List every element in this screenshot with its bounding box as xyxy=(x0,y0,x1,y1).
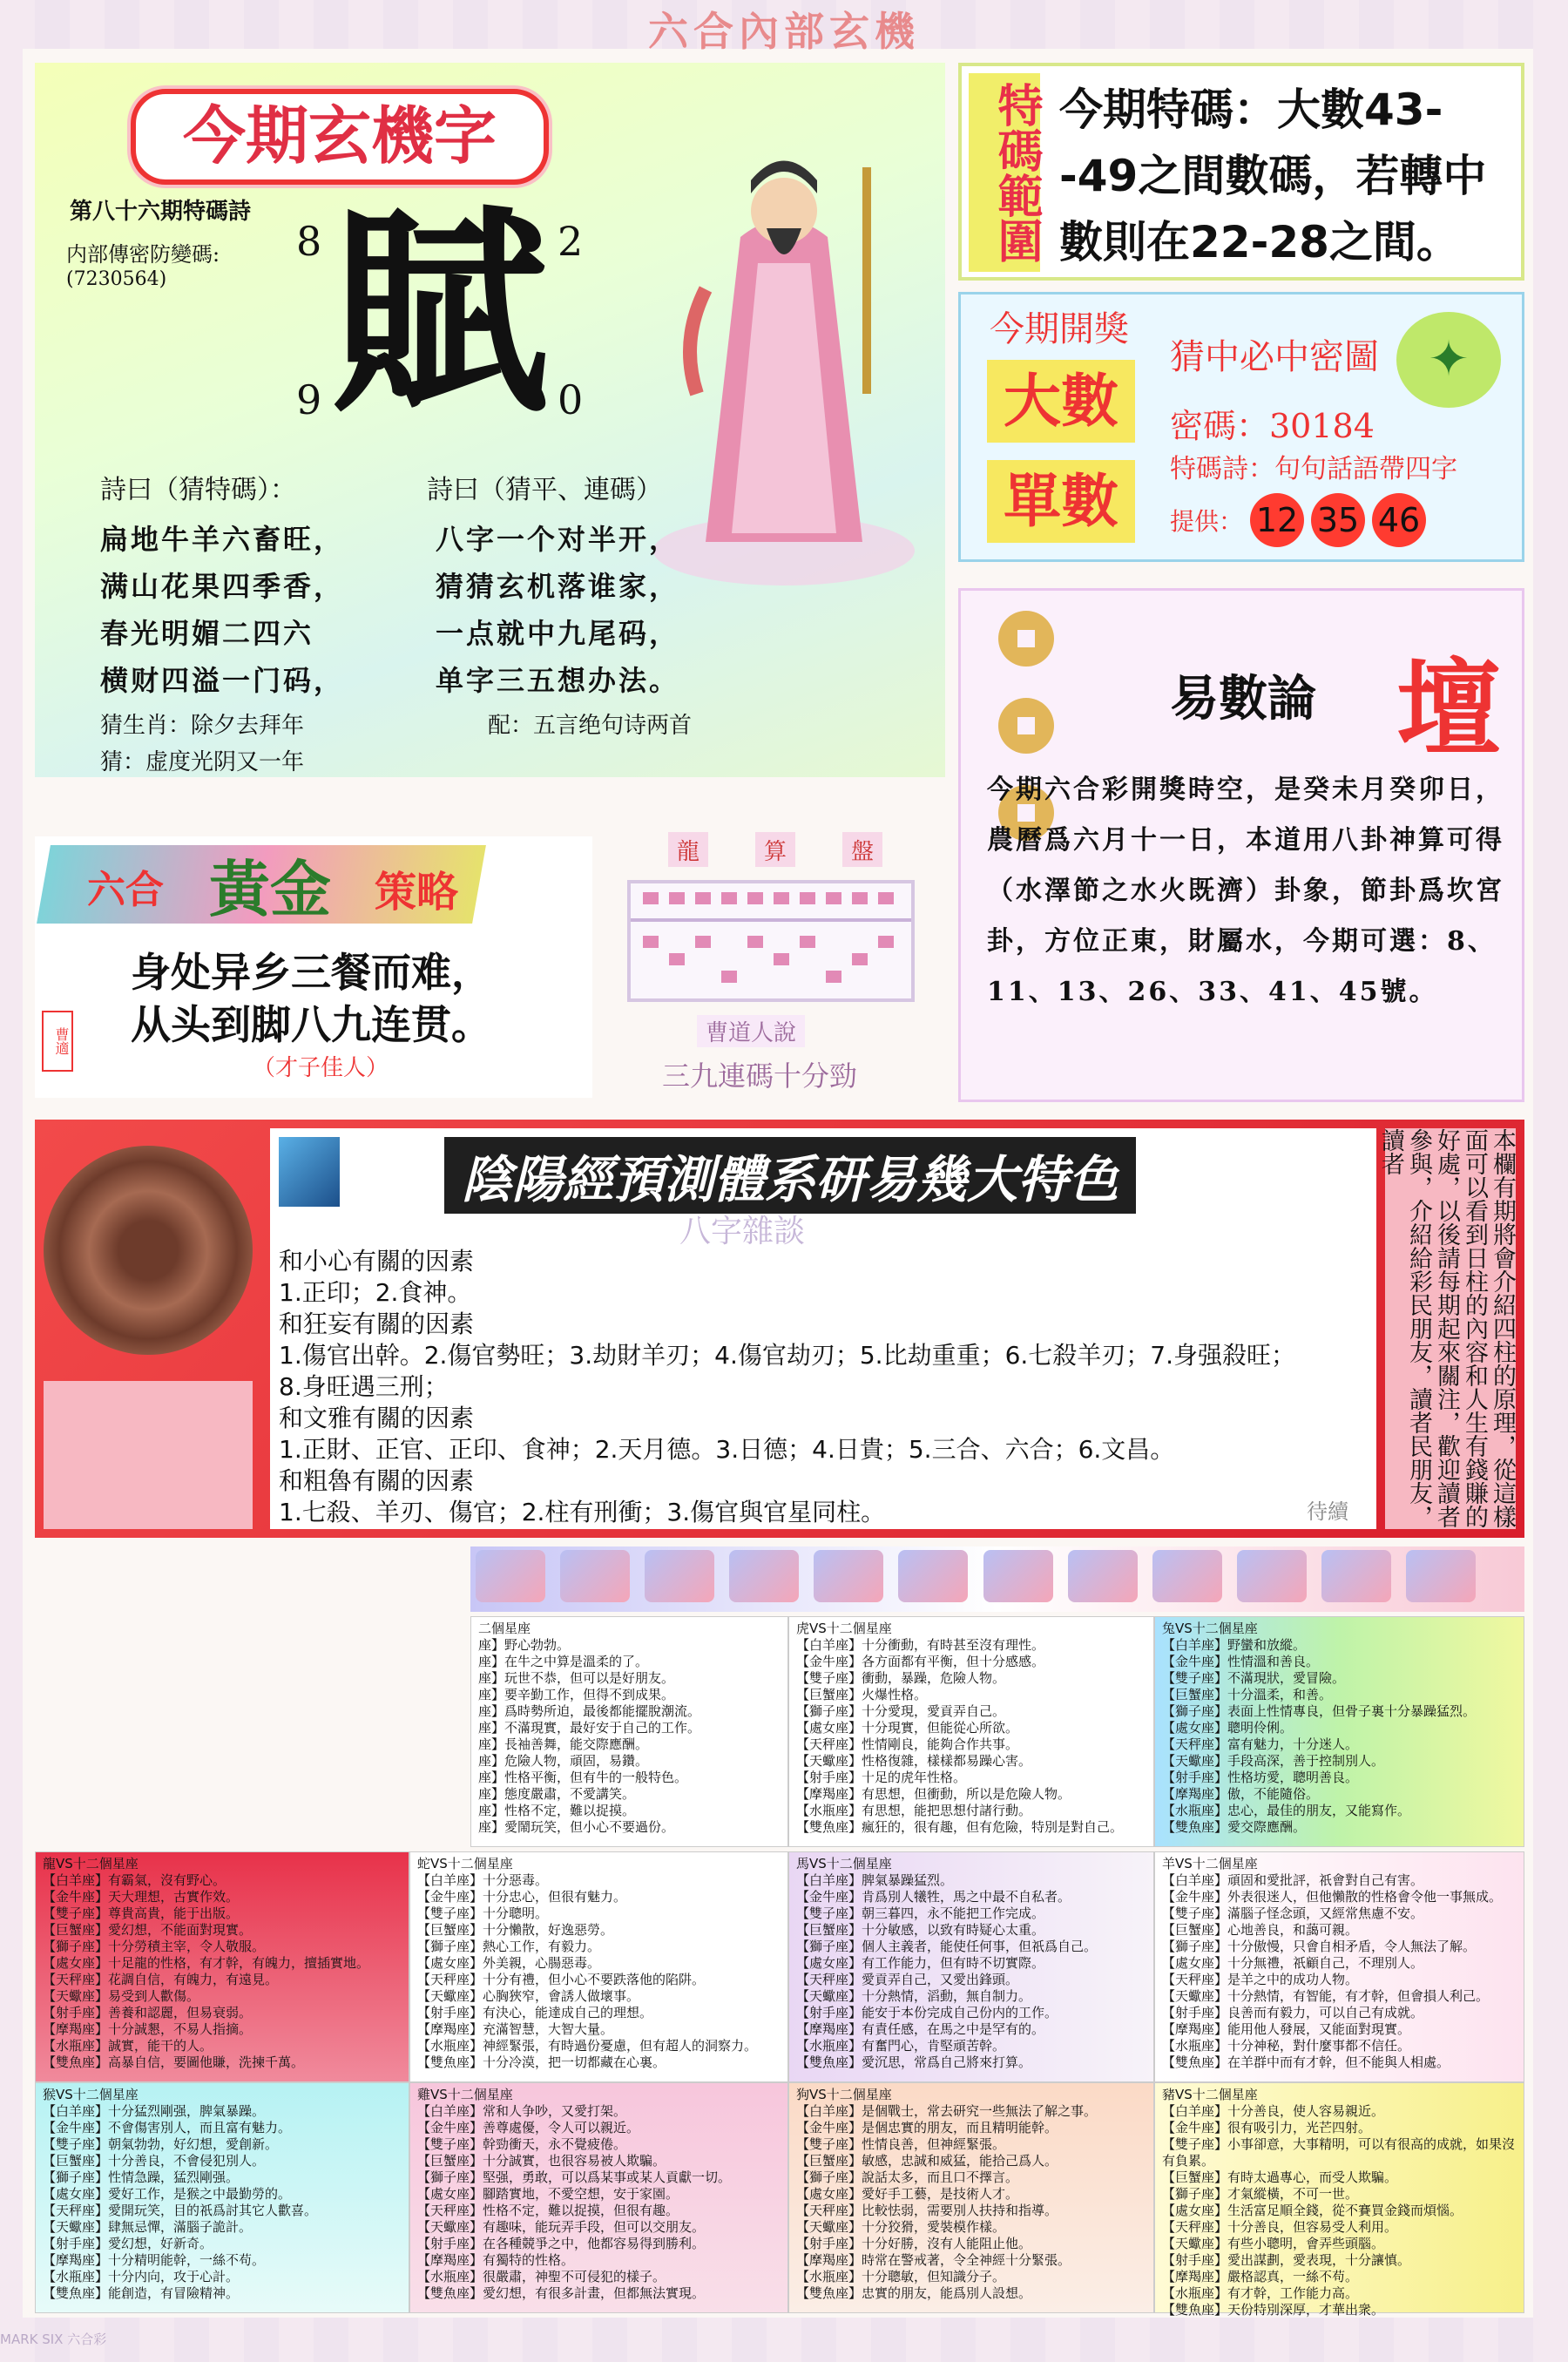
forum-title: 易數論 xyxy=(1170,670,1316,728)
yinyang-left-text xyxy=(44,1381,253,1529)
zodiac-line: 【射手座】十足的虎年性格。 xyxy=(796,1770,967,1785)
zodiac-line: 【獅子座】堅强，勇敢，可以爲某事或某人貢獻一切。 xyxy=(417,2169,732,2185)
corner-num-bl: 9 xyxy=(296,376,322,423)
zodiac-line: 【水瓶座】十分神秘，對什麼事都不信任。 xyxy=(1162,2038,1411,2054)
yinyang-line: 和粗魯有關的因素 xyxy=(279,1466,475,1495)
zodiac-line: 【雙魚座】瘋狂的，很有趣，但有危險，特別是對自己。 xyxy=(796,1819,1124,1835)
zodiac-line: 【水瓶座】很嚴肅，神聖不可侵犯的樣子。 xyxy=(417,2269,666,2284)
zodiac-cell-dragon xyxy=(35,1851,409,2082)
prize-logo: ✦ xyxy=(1396,312,1501,408)
zodiac-line: 【處女座】十分現實，但能從心所欲。 xyxy=(796,1720,1019,1736)
yinyang-line: 1.七殺、羊刃、傷官；2.柱有刑衝；3.傷官與官星同柱。 xyxy=(279,1498,886,1526)
zodiac-cell-title: 龍VS十二個星座 xyxy=(43,1856,139,1871)
gold-sub: （才子佳人） xyxy=(253,1055,389,1081)
number-ball: 12 xyxy=(1250,493,1304,547)
zodiac-line: 【摩羯座】嚴格認真，一絲不苟。 xyxy=(1162,2269,1359,2284)
yinyang-body xyxy=(279,1246,1368,1528)
zodiac-cell-ox xyxy=(470,1616,788,1847)
zodiac-line: 【雙子座】滿腦子怪念頭，又經常焦慮不安。 xyxy=(1162,1905,1424,1921)
zodiac-icon xyxy=(898,1550,968,1602)
gold-line-2: 从头到脚八九连贯。 xyxy=(131,1001,491,1048)
zodiac-line: 【白羊座】常和人争吵，又愛打架。 xyxy=(417,2103,627,2119)
zodiac-line: 【處女座】腳踏實地，不愛空想，安于家園。 xyxy=(417,2186,679,2202)
yinyang-footer: 待續 xyxy=(1307,1499,1348,1524)
poem-right-line: 猜猜玄机落谁家， xyxy=(436,570,680,603)
zodiac-line: 【雙子座】朝三暮四，永不能把工作完成。 xyxy=(796,1905,1045,1921)
right-watermark-strip xyxy=(1533,35,1568,2318)
issue-label: 第八十六期特碼詩 xyxy=(70,199,252,225)
zodiac-line: 【獅子座】說話太多，而且口不擇言。 xyxy=(796,2169,1019,2185)
zodiac-line: 【雙魚座】能創造，有冒險精神。 xyxy=(43,2285,240,2301)
zodiac-cell-title: 豬VS十二個星座 xyxy=(1162,2087,1258,2102)
zodiac-line: 座】長袖善舞，能交際應酬。 xyxy=(478,1736,649,1752)
zodiac-line: 【獅子座】才氣縱橫，不可一世。 xyxy=(1162,2186,1359,2202)
guess-zodiac: 猜生肖：除夕去拜年 xyxy=(100,713,305,739)
poem-heading-2: 詩曰（猜平、連碼） xyxy=(427,475,662,505)
zodiac-icon xyxy=(1406,1550,1476,1602)
poem-left xyxy=(100,516,344,704)
zodiac-line: 【巨蟹座】愛幻想，不能面對現實。 xyxy=(43,1922,253,1938)
left-watermark-strip xyxy=(0,35,23,2318)
zodiac-line: 【水瓶座】十分聰敏，但知識分子。 xyxy=(796,2269,1006,2284)
top-title: 六合內部玄機 xyxy=(648,8,920,55)
zodiac-line: 【射手座】性格坊愛，聰明善良。 xyxy=(1162,1770,1359,1785)
abacus-frame xyxy=(627,880,915,1002)
gold-title-c: 策略 xyxy=(375,868,459,917)
zodiac-line: 座】性格不定，難以捉摸。 xyxy=(478,1803,636,1818)
zodiac-cell-title: 羊VS十二個星座 xyxy=(1162,1856,1258,1871)
zodiac-cell-monkey xyxy=(35,2082,409,2313)
zodiac-icon xyxy=(1237,1550,1307,1602)
poem-right-line: 一点就中九尾码， xyxy=(436,617,680,650)
zodiac-icon xyxy=(476,1550,545,1602)
left-main-panel xyxy=(35,63,945,777)
zodiac-line: 【射手座】在各種競爭之中，他都容易得到勝利。 xyxy=(417,2236,706,2251)
zodiac-line: 【天蠍座】性格復雜，樣樣都易躁心害。 xyxy=(796,1753,1032,1769)
zodiac-line: 座】爲時勢所迫，最後都能擺脫潮流。 xyxy=(478,1703,701,1719)
prize-label: 今期開獎 xyxy=(990,309,1129,349)
zodiac-line: 【獅子座】十分愛現，愛貢弄自己。 xyxy=(796,1703,1006,1719)
zodiac-icon xyxy=(1068,1550,1138,1602)
zodiac-cell-snake xyxy=(409,1851,788,2082)
zodiac-line: 【金牛座】天大理想，古實作效。 xyxy=(43,1889,240,1905)
zodiac-line: 【天蠍座】肆無忌憚，滿腦子詭計。 xyxy=(43,2219,253,2235)
deity-figure xyxy=(645,132,923,585)
zodiac-line: 【天秤座】十分善良，但容易受人利用。 xyxy=(1162,2219,1398,2235)
zodiac-line: 【摩羯座】傲，不能隨俗。 xyxy=(1162,1786,1320,1802)
gold-title-b: 黃金 xyxy=(209,853,331,925)
zodiac-line: 【雙魚座】高暴自信，要圖他賺，洗揀千萬。 xyxy=(43,2054,305,2070)
zodiac-line: 【天蠍座】十分熱情，滔動，無自制力。 xyxy=(796,1988,1032,2004)
zodiac-line: 【雙魚座】愛沉思，常爲自己將來打算。 xyxy=(796,2054,1032,2070)
yinyang-line: 1.正印；2.食神。 xyxy=(279,1278,472,1307)
zodiac-line: 【金牛座】外表很迷人，但他懶散的性格會令他一事無成。 xyxy=(1162,1889,1503,1905)
prize-parity: 單數 xyxy=(987,460,1135,543)
prize-code: 密碼：30184 xyxy=(1170,407,1375,445)
zodiac-line: 【白羊座】十分衝動，有時甚至沒有理性。 xyxy=(796,1637,1045,1653)
zodiac-line: 【天蠍座】有趣味，能玩弄手段，但可以交朋友。 xyxy=(417,2219,706,2235)
poem-note: 配：五言绝句诗两首 xyxy=(488,713,693,739)
prize-big: 大數 xyxy=(987,360,1135,443)
zodiac-line: 【巨蟹座】敏感，忠誠和威猛，能拾己爲人。 xyxy=(796,2153,1058,2169)
zodiac-line: 座】要辛勤工作，但得不到成果。 xyxy=(478,1687,675,1702)
zodiac-line: 【金牛座】是個忠實的朋友，而且精明能幹。 xyxy=(796,2120,1058,2135)
zodiac-line: 【射手座】良善而有毅力，可以自己有成就。 xyxy=(1162,2005,1424,2020)
zodiac-line: 【獅子座】表面上性情專良，但骨子裏十分暴躁猛烈。 xyxy=(1162,1703,1477,1719)
zodiac-icon xyxy=(983,1550,1053,1602)
yinyang-line: 8.身旺遇三刑； xyxy=(279,1372,449,1401)
zodiac-line: 【天秤座】性情剛良，能夠合作共事。 xyxy=(796,1736,1019,1752)
zodiac-line: 【白羊座】野蠻和放縱。 xyxy=(1162,1637,1307,1653)
zodiac-line: 【天秤座】愛貢弄自己，又愛出鋒頭。 xyxy=(796,1972,1019,1987)
code-value: (7230564) xyxy=(66,268,167,290)
zodiac-cell-title: 虎VS十二個星座 xyxy=(796,1621,892,1636)
big-character: 賦 xyxy=(331,188,549,442)
poem-left-line: 满山花果四季香， xyxy=(100,570,345,603)
code-label: 内部傳密防變碼: xyxy=(66,242,220,267)
prize-poem: 特碼詩：句句話語帶四字 xyxy=(1170,454,1457,484)
zodiac-line: 【巨蟹座】十分善良，不會侵犯別人。 xyxy=(43,2153,266,2169)
forum-box xyxy=(958,588,1524,1102)
yinyang-line: 1.正財、正官、正印、食神；2.天月德。3.日德；4.日貴；5.三合、六合；6.文昌。 xyxy=(279,1435,1175,1464)
corner-num-br: 0 xyxy=(558,376,584,423)
special-range-text: 今期特碼：大數43--49之間數碼，若轉中數則在22-28之間。 xyxy=(1059,85,1487,267)
zodiac-line: 【白羊座】是個戰士，常去研究一些無法了解之事。 xyxy=(796,2103,1098,2119)
zodiac-line: 【處女座】聰明伶俐。 xyxy=(1162,1720,1294,1736)
yinyang-line: 和小心有關的因素 xyxy=(279,1247,475,1276)
guess-line: 猜：虚度光阴又一年 xyxy=(100,749,305,775)
zodiac-line: 【金牛座】不會傷害別人，而且富有魅力。 xyxy=(43,2120,292,2135)
zodiac-line: 座】危險人物，頑固，易鑽。 xyxy=(478,1753,649,1769)
corner-num-tl: 8 xyxy=(296,218,322,265)
yinyang-title: 陰陽經預測體系研易幾大特色 xyxy=(444,1137,1136,1214)
yinyang-section xyxy=(35,1120,1524,1538)
yinyang-line: 1.傷官出幹。2.傷官勢旺；3.劫財羊刃；4.傷官劫刃；5.比劫重重；6.七殺羊刃；7.身强殺旺； xyxy=(279,1341,1296,1370)
zodiac-line: 【白羊座】十分猛烈剛强，脾氣暴躁。 xyxy=(43,2103,266,2119)
zodiac-line: 【巨蟹座】十分誠實，也很容易被人欺騙。 xyxy=(417,2153,666,2169)
number-ball: 35 xyxy=(1311,493,1365,547)
zodiac-line: 座】玩世不恭，但可以是好朋友。 xyxy=(478,1670,675,1686)
chart-title: 猜中必中密圖 xyxy=(1170,337,1379,377)
zodiac-line: 【巨蟹座】十分敏感，以致有時疑心太重。 xyxy=(796,1922,1045,1938)
zodiac-line: 【天秤座】性格不定，難以捉摸，但很有趣。 xyxy=(417,2203,679,2218)
zodiac-line: 【摩羯座】時常在警戒著，令全神經十分緊張。 xyxy=(796,2252,1071,2268)
zodiac-line: 【白羊座】十分惡毒。 xyxy=(417,1872,549,1888)
zodiac-line: 【摩羯座】有思想，但衝動，所以是危險人物。 xyxy=(796,1786,1071,1802)
zodiac-icon xyxy=(645,1550,714,1602)
zodiac-line: 【獅子座】熱心工作，有毅力。 xyxy=(417,1939,601,1954)
poem-right-line: 八字一个对半开， xyxy=(436,523,680,556)
zodiac-line: 【雙子座】尊貴高貴，能于出版。 xyxy=(43,1905,240,1921)
zodiac-line: 【水瓶座】神經緊張，有時過份憂慮，但有超人的洞察力。 xyxy=(417,2038,758,2054)
zodiac-line: 【獅子座】十分勞積主宰，令人敬服。 xyxy=(43,1939,266,1954)
corner-num-tr: 2 xyxy=(558,218,584,265)
zodiac-line: 【摩羯座】充滿智慧，大智大量。 xyxy=(417,2021,614,2037)
zodiac-cell-tiger xyxy=(788,1616,1154,1847)
zodiac-line: 【水瓶座】有思想，能把思想付諸行動。 xyxy=(796,1803,1032,1818)
number-ball: 46 xyxy=(1372,493,1426,547)
zodiac-line: 【雙魚座】忠實的朋友，能爲別人設想。 xyxy=(796,2285,1032,2301)
abacus-head-label: 算 xyxy=(755,832,795,867)
zodiac-line: 【白羊座】脾氣暴躁猛烈。 xyxy=(796,1872,954,1888)
zodiac-line: 【水瓶座】十分内向，攻于心計。 xyxy=(43,2269,240,2284)
zodiac-line: 【天蠍座】有些小聰明，會弄些頭腦。 xyxy=(1162,2236,1385,2251)
poem-left-line: 横财四溢一门码， xyxy=(100,664,345,697)
zodiac-icon xyxy=(814,1550,883,1602)
zodiac-line: 【射手座】愛幻想，好新奇。 xyxy=(43,2236,213,2251)
zodiac-cell-title: 雞VS十二個星座 xyxy=(417,2087,513,2102)
abacus-caption: 曹道人說 xyxy=(697,1015,805,1047)
zodiac-line: 【射手座】能安于本份完成自己份内的工作。 xyxy=(796,2005,1058,2020)
forum-text: 今期六合彩開獎時空，是癸未月癸卯日，農曆爲六月十一日，本道用八卦神算可得（水澤節之水火既濟）卦象，節卦爲坎宮卦，方位正東，財屬水，今期可選：8、11、13、26、33、41、45號。 xyxy=(987,775,1504,1007)
yinyang-line: 和文雅有關的因素 xyxy=(279,1404,475,1432)
yinyang-inner xyxy=(270,1128,1376,1529)
zodiac-cell-title: 猴VS十二個星座 xyxy=(43,2087,139,2102)
forum-title-big: 壇 xyxy=(1396,647,1501,770)
zodiac-line: 【天秤座】花調自信，有魄力，有遠見。 xyxy=(43,1972,279,1987)
provide-label: 提供： xyxy=(1170,507,1244,536)
zodiac-line: 【獅子座】個人主義者，能使任何事，但祇爲自己。 xyxy=(796,1939,1098,1954)
zodiac-line: 【天蠍座】十分熱情，有智能，有才幹，但會損人利己。 xyxy=(1162,1988,1490,2004)
zodiac-line: 【天蠍座】十分狡猾，愛裝模作樣。 xyxy=(796,2219,1006,2235)
zodiac-line: 【金牛座】性情溫和善良。 xyxy=(1162,1654,1320,1669)
zodiac-cell-title: 馬VS十二個星座 xyxy=(796,1856,892,1871)
zodiac-line: 座】性格平衡，但有牛的一般特色。 xyxy=(478,1770,688,1785)
compass-image xyxy=(44,1146,253,1355)
zodiac-cell-rooster xyxy=(409,2082,788,2313)
zodiac-line: 【白羊座】十分善良，使人容易親近。 xyxy=(1162,2103,1385,2119)
bottom-watermark-strip xyxy=(0,2318,1568,2362)
zodiac-line: 【金牛座】十分忠心，但很有魅力。 xyxy=(417,1889,627,1905)
zodiac-line: 【雙子座】不滿現狀，愛冒險。 xyxy=(1162,1670,1346,1686)
zodiac-line: 【雙魚座】在羊群中而有才幹，但不能與人相處。 xyxy=(1162,2054,1450,2070)
zodiac-line: 【天秤座】愛開玩笑，目的祇爲討其它人歡喜。 xyxy=(43,2203,318,2218)
watermark-text: MARK SIX 六合彩 xyxy=(0,2332,107,2347)
zodiac-line: 【處女座】愛好手工藝，是技術人才。 xyxy=(796,2186,1019,2202)
abacus-head xyxy=(645,832,906,867)
gold-line-1: 身处异乡三餐而难， xyxy=(131,949,491,996)
zodiac-cell-rabbit xyxy=(1154,1616,1524,1847)
zodiac-line: 【水瓶座】忠心，最佳的朋友，又能寫作。 xyxy=(1162,1803,1411,1818)
zodiac-line: 【巨蟹座】火爆性格。 xyxy=(796,1687,928,1702)
zodiac-line: 【處女座】愛好工作，是猴之中最勤勞的。 xyxy=(43,2186,292,2202)
zodiac-line: 【射手座】十分好勝，沒有人能阻止他。 xyxy=(796,2236,1032,2251)
zodiac-line: 【天蠍座】心胸狹窄，會誘人做壞事。 xyxy=(417,1988,640,2004)
zodiac-line: 【天秤座】是羊之中的成功人物。 xyxy=(1162,1972,1359,1987)
zodiac-line: 【雙子座】衝動，暴躁，危險人物。 xyxy=(796,1670,1006,1686)
zodiac-line: 【處女座】十足龍的性格，有才幹，有魄力，擅插實地。 xyxy=(43,1955,370,1971)
abacus-head-label: 龍 xyxy=(668,832,708,867)
zodiac-line: 【巨蟹座】十分懶散，好逸惡勞。 xyxy=(417,1922,614,1938)
zodiac-line: 【摩羯座】有獨特的性格。 xyxy=(417,2252,575,2268)
yinyang-line: 和狂妄有關的因素 xyxy=(279,1310,475,1338)
zodiac-line: 【處女座】外美親，心腸惡毒。 xyxy=(417,1955,601,1971)
zodiac-line: 【天秤座】十分有禮，但小心不要跌落他的陷阱。 xyxy=(417,1972,706,1987)
zodiac-icon xyxy=(729,1550,799,1602)
seal-stamp: 曹適 xyxy=(42,1011,73,1072)
zodiac-line: 座】不滿現實，最好安于自己的工作。 xyxy=(478,1720,701,1736)
zodiac-line: 【摩羯座】十分誠懇，不易人指摘。 xyxy=(43,2021,253,2037)
zodiac-line: 【獅子座】十分傲慢，只會自相矛盾，令人無法了解。 xyxy=(1162,1939,1477,1954)
abacus-head-label: 盤 xyxy=(842,832,882,867)
yinyang-right-vertical: 本欄有期將會介紹四柱的原理，從這樣面可以看到日柱的內容和人生有錢賺的好處，以後請每期起來關注，歡迎讀者參與，介紹給彩民朋友，讀者民朋友，讀者 xyxy=(1377,1128,1516,1528)
poem-left-line: 扁地牛羊六畜旺， xyxy=(100,523,345,556)
special-range-label: 特碼範圍 xyxy=(969,73,1040,272)
zodiac-line: 【雙子座】幹勁衝天，永不覺疲倦。 xyxy=(417,2136,627,2152)
zodiac-line: 【處女座】生活富足順全錢，從不賽買金錢而煩惱。 xyxy=(1162,2203,1463,2218)
zodiac-line: 【雙魚座】天份特別深厚，才華出衆。 xyxy=(1162,2302,1385,2318)
zodiac-line: 【白羊座】頑固和愛批評，祇會對自己有害。 xyxy=(1162,1872,1424,1888)
zodiac-cell-title: 狗VS十二個星座 xyxy=(796,2087,892,2102)
zodiac-line: 座】在牛之中算是溫柔的了。 xyxy=(478,1654,649,1669)
zodiac-line: 【射手座】善養和認麗，但易衰弱。 xyxy=(43,2005,253,2020)
issue-badge: 今期玄機字 xyxy=(131,89,549,185)
poem-right-line: 单字三五想办法。 xyxy=(436,664,680,697)
zodiac-cell-pig xyxy=(1154,2082,1524,2318)
zodiac-line: 【巨蟹座】有時太過專心，而受人欺騙。 xyxy=(1162,2169,1398,2185)
zodiac-line: 【處女座】有工作能力，但有時不切實際。 xyxy=(796,1955,1045,1971)
zodiac-line: 【雙魚座】愛幻想，有很多計畫，但都無法實現。 xyxy=(417,2285,706,2301)
zodiac-line: 【雙子座】小事卻意，大事精明，可以有很高的成就，如果沒有負累。 xyxy=(1162,2136,1516,2169)
zodiac-line: 【天秤座】富有魅力，十分迷人。 xyxy=(1162,1736,1359,1752)
zodiac-line: 【射手座】愛出謀劃，愛表現，十分讓慎。 xyxy=(1162,2252,1411,2268)
zodiac-line: 【巨蟹座】十分溫柔，和善。 xyxy=(1162,1687,1333,1702)
zodiac-icon xyxy=(1152,1550,1222,1602)
poem-left-line: 春光明媚二四六 xyxy=(100,617,314,650)
zodiac-line: 【雙魚座】十分冷漠，把一切都藏在心裏。 xyxy=(417,2054,666,2070)
prize-box xyxy=(958,292,1524,562)
zodiac-line: 【天蠍座】手段高深，善于控制別人。 xyxy=(1162,1753,1385,1769)
zodiac-line: 【雙子座】朝氣勃勃，好幻想，愛創新。 xyxy=(43,2136,279,2152)
abacus-box xyxy=(610,832,932,1102)
zodiac-line: 【雙魚座】愛交際應酬。 xyxy=(1162,1819,1307,1835)
zodiac-line: 【金牛座】很有吸引力，光芒四射。 xyxy=(1162,2120,1372,2135)
zodiac-line: 【水瓶座】誠實，能干的人。 xyxy=(43,2038,213,2054)
abacus-caption-2: 三九連碼十分勁 xyxy=(662,1059,858,1093)
poem-heading-1: 詩曰（猜特碼）： xyxy=(100,475,296,505)
provide-row xyxy=(1170,493,1433,547)
zodiac-icon xyxy=(1321,1550,1391,1602)
zodiac-line: 座】野心勃勃。 xyxy=(478,1637,571,1653)
zodiac-cell-title: 兔VS十二個星座 xyxy=(1162,1621,1258,1636)
zodiac-line: 【巨蟹座】心地善良，和藹可親。 xyxy=(1162,1922,1359,1938)
zodiac-line: 【天秤座】比較怯弱，需要別人扶持和指導。 xyxy=(796,2203,1058,2218)
zodiac-line: 【白羊座】有霸氣，沒有野心。 xyxy=(43,1872,226,1888)
poem-right xyxy=(436,516,679,704)
zodiac-line: 【雙子座】十分聰明。 xyxy=(417,1905,549,1921)
zodiac-line: 【天蠍座】易受到人歡傷。 xyxy=(43,1988,200,2004)
zodiac-line: 【水瓶座】有奮門心，肯堅頑苦幹。 xyxy=(796,2038,1006,2054)
zodiac-line: 座】愛鬧玩笑，但小心不要過份。 xyxy=(478,1819,675,1835)
zodiac-line: 【獅子座】性情急躁，猛烈剛强。 xyxy=(43,2169,240,2185)
zodiac-line: 【摩羯座】有責任感，在馬之中是罕有的。 xyxy=(796,2021,1045,2037)
zodiac-line: 【射手座】有決心，能達成自己的理想。 xyxy=(417,2005,653,2020)
zodiac-line: 【水瓶座】有才幹，工作能力高。 xyxy=(1162,2285,1359,2301)
zodiac-cell-title: 二個星座 xyxy=(478,1621,531,1636)
special-range-box xyxy=(958,63,1524,281)
zodiac-cell-title: 蛇VS十二個星座 xyxy=(417,1856,513,1871)
zodiac-cell-horse xyxy=(788,1851,1154,2082)
zodiac-line: 【金牛座】各方面都有平衡，但十分感感。 xyxy=(796,1654,1045,1669)
gold-strategy-box xyxy=(35,836,592,1098)
zodiac-line: 【摩羯座】十分精明能幹，一絲不苟。 xyxy=(43,2252,266,2268)
zodiac-line: 【金牛座】善尊處優，令人可以親近。 xyxy=(417,2120,640,2135)
zodiac-cell-goat xyxy=(1154,1851,1524,2082)
zodiac-icon xyxy=(560,1550,630,1602)
zodiac-line: 【雙子座】性情良善，但神經緊張。 xyxy=(796,2136,1006,2152)
zodiac-line: 座】態度嚴肅，不愛講笑。 xyxy=(478,1786,636,1802)
yinyang-thumb xyxy=(279,1137,340,1207)
zodiac-cell-dog xyxy=(788,2082,1154,2313)
zodiac-line: 【摩羯座】能用他人發展，又能面對現實。 xyxy=(1162,2021,1411,2037)
gold-title-a: 六合 xyxy=(87,868,164,912)
zodiac-line: 【處女座】十分無禮，祇顧自己，不理別人。 xyxy=(1162,1955,1424,1971)
yinyang-subtitle: 八字雜談 xyxy=(679,1214,806,1249)
zodiac-icon-strip xyxy=(470,1546,1524,1612)
zodiac-line: 【金牛座】肯爲別人犧牲，馬之中最不自私者。 xyxy=(796,1889,1071,1905)
